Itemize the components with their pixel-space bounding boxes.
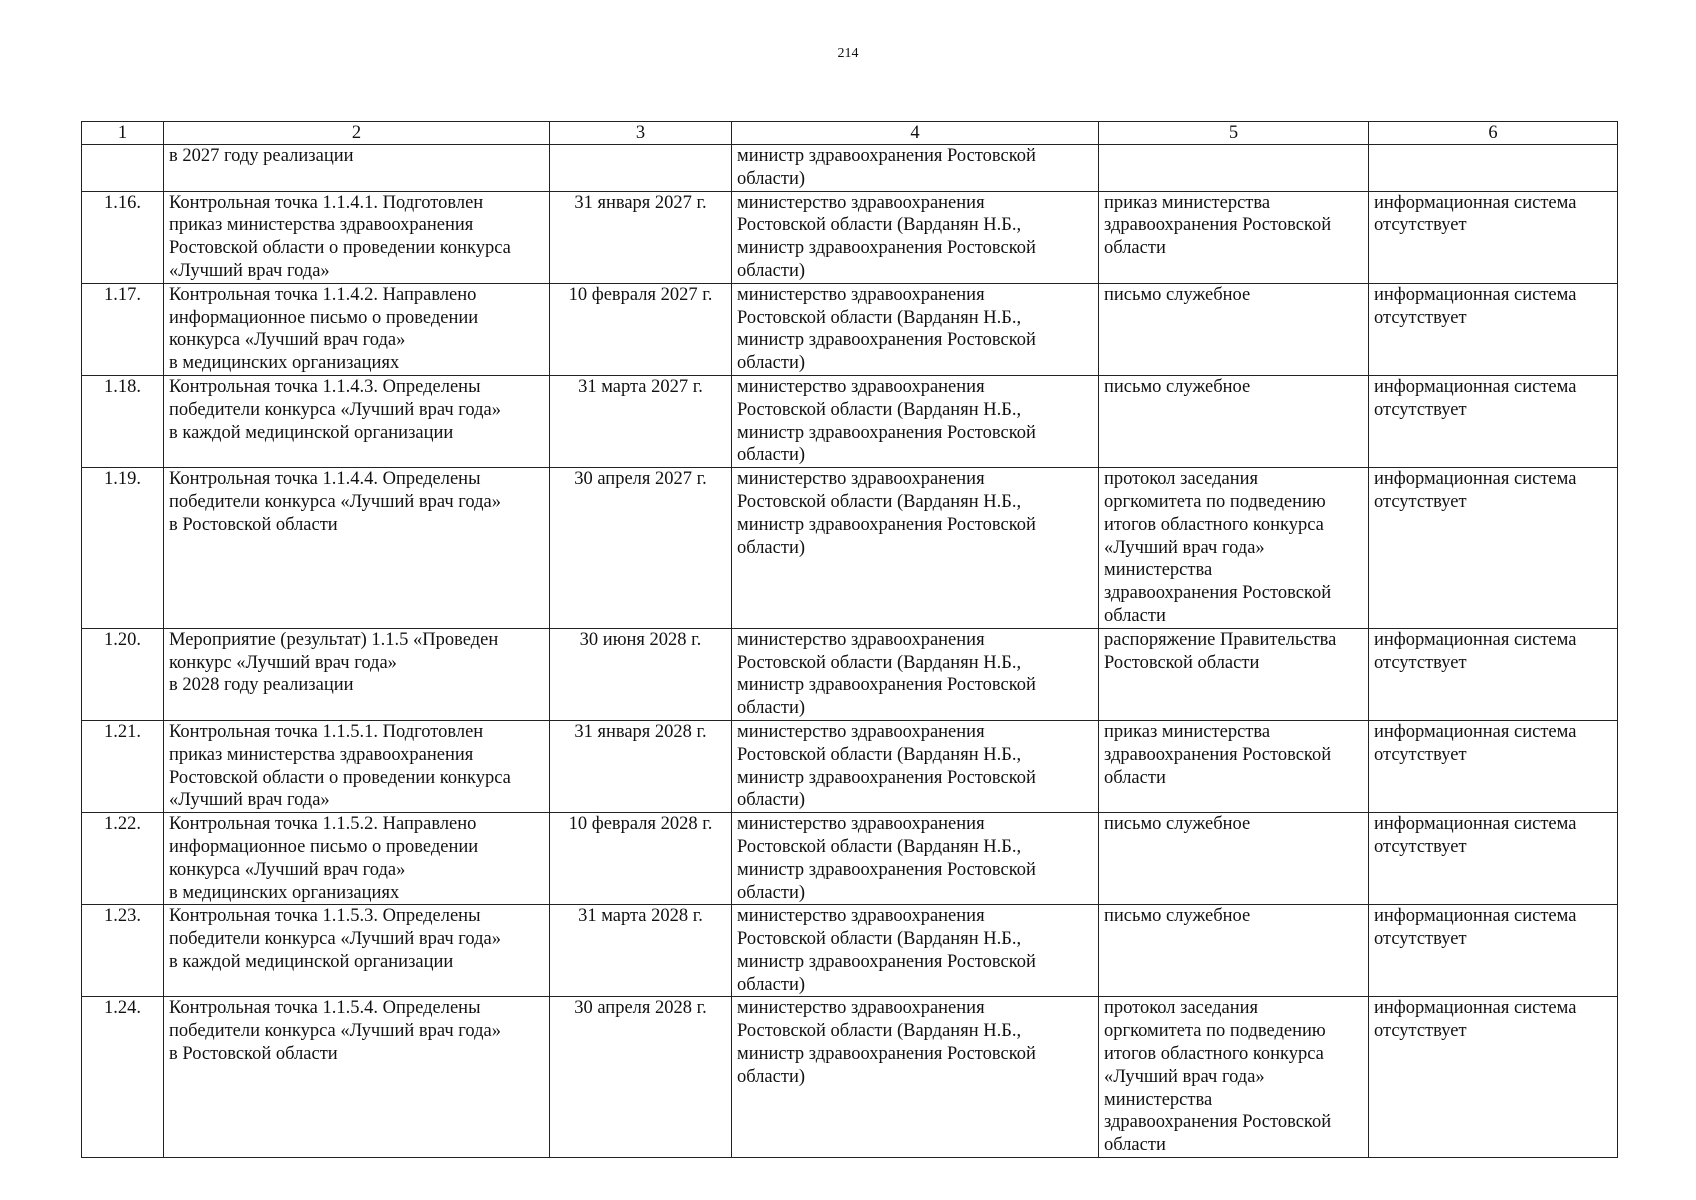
cell-text-line: Ростовской области (Варданян Н.Б.,	[737, 399, 1022, 420]
cell-text-line: Ростовской области (Варданян Н.Б.,	[737, 929, 1022, 950]
cell-text-line: в медицинских организациях	[169, 882, 400, 903]
header-col-5: 5	[1099, 122, 1369, 145]
document-type-cell	[1099, 997, 1369, 1158]
cell-text-line: в каждой медицинской организации	[169, 951, 454, 972]
responsible-cell	[732, 191, 1099, 283]
activity-name-cell	[164, 905, 550, 997]
cell-text-line: отсутствует	[1374, 399, 1467, 420]
cell-text-line: министерство здравоохранения	[737, 376, 985, 397]
info-system-cell	[1369, 145, 1618, 192]
info-system-cell	[1369, 628, 1618, 720]
cell-text-line: приказ министерства	[1104, 192, 1271, 213]
row-number-cell: 1.17.	[82, 283, 164, 375]
due-date-cell	[550, 145, 732, 192]
cell-text-line: приказ министерства здравоохранения	[169, 744, 474, 765]
cell-text-line: министр здравоохранения Ростовской	[737, 146, 1036, 166]
cell-text-line: области)	[737, 790, 806, 811]
cell-text-line: в медицинских организациях	[169, 353, 400, 374]
cell-text-line: Ростовской области (Варданян Н.Б.,	[737, 1021, 1022, 1042]
cell-text-line: информационная система	[1374, 998, 1577, 1019]
cell-text-line: информационная система	[1374, 629, 1577, 650]
activity-name-cell	[164, 191, 550, 283]
cell-text-line: Мероприятие (результат) 1.1.5 «Проведен	[169, 629, 499, 650]
document-type-cell	[1099, 905, 1369, 997]
due-date-cell: 10 февраля 2028 г.	[550, 813, 732, 905]
cell-text-line: Контрольная точка 1.1.4.3. Определены	[169, 376, 481, 397]
page-number: 214	[837, 46, 859, 61]
cell-text-line: в 2028 году реализации	[169, 675, 354, 696]
due-date-cell: 30 июня 2028 г.	[550, 628, 732, 720]
document-type-cell	[1099, 145, 1369, 192]
cell-text-line: победители конкурса «Лучший врач года»	[169, 1021, 502, 1042]
row-number-cell: 1.20.	[82, 628, 164, 720]
cell-text-line: отсутствует	[1374, 836, 1467, 857]
cell-text-line: протокол заседания	[1104, 469, 1259, 490]
cell-text-line: области	[1104, 1135, 1166, 1156]
row-number-cell: 1.23.	[82, 905, 164, 997]
cell-text-line: Ростовской области о проведении конкурса	[169, 767, 511, 788]
cell-text-line: в Ростовской области	[169, 1044, 338, 1065]
cell-text-line: «Лучший врач года»	[169, 260, 330, 281]
cell-text-line: информационная система	[1374, 192, 1577, 213]
cell-text-line: области	[1104, 767, 1166, 788]
responsible-cell	[732, 720, 1099, 812]
activity-name-cell	[164, 283, 550, 375]
cell-text-line: информационная система	[1374, 906, 1577, 927]
responsible-cell	[732, 145, 1099, 192]
due-date-cell: 30 апреля 2027 г.	[550, 468, 732, 629]
cell-text-line: в Ростовской области	[169, 514, 338, 535]
table-row	[82, 468, 1618, 629]
cell-text-line: Контрольная точка 1.1.4.4. Определены	[169, 469, 481, 490]
info-system-cell	[1369, 720, 1618, 812]
cell-text-line: области)	[737, 168, 806, 189]
cell-text-line: победители конкурса «Лучший врач года»	[169, 929, 502, 950]
info-system-cell	[1369, 813, 1618, 905]
cell-text-line: письмо служебное	[1104, 376, 1251, 397]
row-number-cell: 1.19.	[82, 468, 164, 629]
cell-text-line: министерства	[1104, 1089, 1213, 1110]
document-type-cell	[1099, 375, 1369, 467]
row-number-cell: 1.24.	[82, 997, 164, 1158]
cell-text-line: министерство здравоохранения	[737, 906, 985, 927]
cell-text-line: Ростовской области (Варданян Н.Б.,	[737, 215, 1022, 236]
cell-text-line: информационная система	[1374, 721, 1577, 742]
info-system-cell	[1369, 283, 1618, 375]
cell-text-line: протокол заседания	[1104, 998, 1259, 1019]
due-date-cell: 31 марта 2028 г.	[550, 905, 732, 997]
cell-text-line: министр здравоохранения Ростовской	[737, 514, 1036, 535]
info-system-cell	[1369, 191, 1618, 283]
due-date-cell: 31 января 2028 г.	[550, 720, 732, 812]
table-body	[82, 145, 1618, 1158]
cell-text-line: отсутствует	[1374, 744, 1467, 765]
cell-text-line: письмо служебное	[1104, 906, 1251, 927]
cell-text-line: «Лучший врач года»	[1104, 537, 1265, 558]
cell-text-line: оргкомитета по подведению	[1104, 491, 1326, 512]
activity-name-cell	[164, 628, 550, 720]
cell-text-line: письмо служебное	[1104, 814, 1251, 835]
cell-text-line: в каждой медицинской организации	[169, 422, 454, 443]
cell-text-line: здравоохранения Ростовской	[1104, 583, 1332, 604]
cell-text-line: министр здравоохранения Ростовской	[737, 422, 1036, 443]
cell-text-line: отсутствует	[1374, 1021, 1467, 1042]
cell-text-line: Ростовской области	[1104, 652, 1260, 673]
cell-text-line: министр здравоохранения Ростовской	[737, 238, 1036, 259]
cell-text-line: победители конкурса «Лучший врач года»	[169, 491, 502, 512]
table-row	[82, 720, 1618, 812]
cell-text-line: Ростовской области (Варданян Н.Б.,	[737, 836, 1022, 857]
responsible-cell	[732, 468, 1099, 629]
cell-text-line: информационная система	[1374, 814, 1577, 835]
header-col-4: 4	[732, 122, 1099, 145]
cell-text-line: оргкомитета по подведению	[1104, 1021, 1326, 1042]
row-number-cell: 1.21.	[82, 720, 164, 812]
table-row	[82, 997, 1618, 1158]
control-points-table	[81, 121, 1618, 1158]
document-type-cell	[1099, 628, 1369, 720]
cell-text-line: министерство здравоохранения	[737, 721, 985, 742]
cell-text-line: конкурса «Лучший врач года»	[169, 330, 406, 351]
cell-text-line: области)	[737, 353, 806, 374]
header-col-2: 2	[164, 122, 550, 145]
due-date-cell: 30 апреля 2028 г.	[550, 997, 732, 1158]
cell-text-line: области)	[737, 698, 806, 719]
row-number-cell: 1.16.	[82, 191, 164, 283]
cell-text-line: приказ министерства	[1104, 721, 1271, 742]
cell-text-line: области	[1104, 238, 1166, 259]
cell-text-line: Контрольная точка 1.1.4.1. Подготовлен	[169, 192, 484, 213]
cell-text-line: конкурса «Лучший врач года»	[169, 859, 406, 880]
cell-text-line: Ростовской области (Варданян Н.Б.,	[737, 652, 1022, 673]
cell-text-line: области)	[737, 974, 806, 995]
cell-text-line: «Лучший врач года»	[1104, 1066, 1265, 1087]
cell-text-line: области	[1104, 605, 1166, 626]
cell-text-line: отсутствует	[1374, 215, 1467, 236]
info-system-cell	[1369, 905, 1618, 997]
cell-text-line: «Лучший врач года»	[169, 790, 330, 811]
cell-text-line: отсутствует	[1374, 929, 1467, 950]
cell-text-line: приказ министерства здравоохранения	[169, 215, 474, 236]
table-row	[82, 283, 1618, 375]
table-row	[82, 145, 1618, 192]
cell-text-line: Контрольная точка 1.1.5.1. Подготовлен	[169, 721, 484, 742]
cell-text-line: министр здравоохранения Ростовской	[737, 767, 1036, 788]
row-number-cell: 1.18.	[82, 375, 164, 467]
cell-text-line: отсутствует	[1374, 652, 1467, 673]
activity-name-cell	[164, 997, 550, 1158]
activity-name-cell	[164, 375, 550, 467]
row-number-cell: 1.22.	[82, 813, 164, 905]
cell-text-line: министерство здравоохранения	[737, 998, 985, 1019]
cell-text-line: министерство здравоохранения	[737, 629, 985, 650]
document-type-cell	[1099, 191, 1369, 283]
cell-text-line: победители конкурса «Лучший врач года»	[169, 399, 502, 420]
cell-text-line: Контрольная точка 1.1.5.4. Определены	[169, 998, 481, 1019]
cell-text-line: области)	[737, 537, 806, 558]
table-row	[82, 191, 1618, 283]
cell-text-line: министр здравоохранения Ростовской	[737, 859, 1036, 880]
responsible-cell	[732, 283, 1099, 375]
cell-text-line: министерство здравоохранения	[737, 192, 985, 213]
header-col-3: 3	[550, 122, 732, 145]
responsible-cell	[732, 997, 1099, 1158]
cell-text-line: информационная система	[1374, 284, 1577, 305]
cell-text-line: министерство здравоохранения	[737, 284, 985, 305]
cell-text-line: области)	[737, 445, 806, 466]
cell-text-line: информационное письмо о проведении	[169, 836, 479, 857]
info-system-cell	[1369, 468, 1618, 629]
cell-text-line: министр здравоохранения Ростовской	[737, 1044, 1036, 1065]
cell-text-line: Контрольная точка 1.1.4.2. Направлено	[169, 284, 477, 305]
activity-name-cell	[164, 813, 550, 905]
cell-text-line: итогов областного конкурса	[1104, 1044, 1324, 1065]
cell-text-line: информационное письмо о проведении	[169, 307, 479, 328]
due-date-cell: 31 марта 2027 г.	[550, 375, 732, 467]
cell-text-line: здравоохранения Ростовской	[1104, 215, 1332, 236]
activity-name-cell	[164, 468, 550, 629]
document-type-cell	[1099, 813, 1369, 905]
due-date-cell: 31 января 2027 г.	[550, 191, 732, 283]
cell-text-line: письмо служебное	[1104, 284, 1251, 305]
cell-text-line: отсутствует	[1374, 307, 1467, 328]
cell-text-line: здравоохранения Ростовской	[1104, 744, 1332, 765]
document-type-cell	[1099, 720, 1369, 812]
info-system-cell	[1369, 375, 1618, 467]
activity-name-cell	[164, 720, 550, 812]
cell-text-line: распоряжение Правительства	[1104, 629, 1337, 650]
cell-text-line: области)	[737, 882, 806, 903]
responsible-cell	[732, 375, 1099, 467]
table-header-row	[82, 122, 1618, 145]
cell-text-line: здравоохранения Ростовской	[1104, 1112, 1332, 1133]
table-row	[82, 813, 1618, 905]
cell-text-line: области)	[737, 260, 806, 281]
table-row	[82, 375, 1618, 467]
row-number-cell	[82, 145, 164, 192]
document-type-cell	[1099, 468, 1369, 629]
cell-text-line: министр здравоохранения Ростовской	[737, 330, 1036, 351]
table-row	[82, 628, 1618, 720]
responsible-cell	[732, 905, 1099, 997]
cell-text-line: министр здравоохранения Ростовской	[737, 951, 1036, 972]
cell-text-line: министерство здравоохранения	[737, 814, 985, 835]
cell-text-line: отсутствует	[1374, 491, 1467, 512]
cell-text-line: Контрольная точка 1.1.5.3. Определены	[169, 906, 481, 927]
cell-text-line: министерства	[1104, 560, 1213, 581]
cell-text-line: министерство здравоохранения	[737, 469, 985, 490]
cell-text-line: Ростовской области (Варданян Н.Б.,	[737, 744, 1022, 765]
table-row	[82, 905, 1618, 997]
cell-text-line: Ростовской области о проведении конкурса	[169, 238, 511, 259]
activity-name-cell	[164, 145, 550, 192]
cell-text-line: итогов областного конкурса	[1104, 514, 1324, 535]
responsible-cell	[732, 628, 1099, 720]
cell-text-line: Контрольная точка 1.1.5.2. Направлено	[169, 814, 477, 835]
cell-text-line: области)	[737, 1066, 806, 1087]
cell-text-line: Ростовской области (Варданян Н.Б.,	[737, 307, 1022, 328]
cell-text-line: в 2027 году реализации	[169, 146, 354, 166]
cell-text-line: министр здравоохранения Ростовской	[737, 675, 1036, 696]
header-col-1: 1	[82, 122, 164, 145]
document-type-cell	[1099, 283, 1369, 375]
cell-text-line: конкурс «Лучший врач года»	[169, 652, 397, 673]
info-system-cell	[1369, 997, 1618, 1158]
due-date-cell: 10 февраля 2027 г.	[550, 283, 732, 375]
responsible-cell	[732, 813, 1099, 905]
header-col-6: 6	[1369, 122, 1618, 145]
cell-text-line: Ростовской области (Варданян Н.Б.,	[737, 491, 1022, 512]
cell-text-line: информационная система	[1374, 376, 1577, 397]
cell-text-line: информационная система	[1374, 469, 1577, 490]
